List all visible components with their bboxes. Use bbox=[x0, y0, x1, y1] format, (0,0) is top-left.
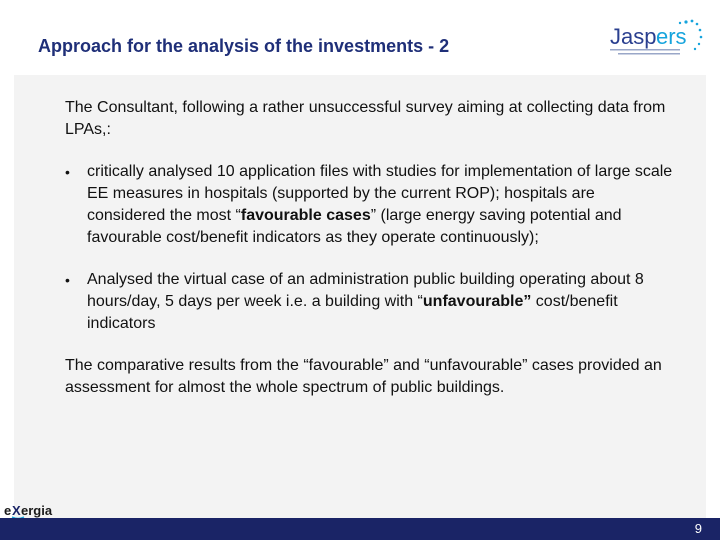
bullet-text: ” (large energy saving potential and favourable cost/benefit indicators as they operate continuously); bbox=[87, 207, 622, 246]
bullet-marker: • bbox=[65, 164, 70, 180]
slide-title: Approach for the analysis of the investments - 2 bbox=[38, 36, 450, 56]
jaspers-logo bbox=[606, 14, 706, 64]
bullet-marker: • bbox=[65, 272, 70, 288]
svg-text:X: X bbox=[12, 503, 21, 518]
svg-text:e: e bbox=[4, 503, 12, 518]
bullet-text: cost/benefit indicators bbox=[87, 293, 618, 332]
slide-body bbox=[65, 97, 675, 399]
svg-text:ers: ers bbox=[656, 24, 687, 49]
bullet-text: Analysed the virtual case of an administration public building operating about 8 hours/day, 5 days per week i.e. a building with “ bbox=[87, 271, 644, 310]
conclusion-paragraph: The comparative results from the “favourable” and “unfavourable” cases provided an assessment for almost the whole spectrum of public buildings. bbox=[65, 357, 662, 396]
exergia-logo bbox=[4, 500, 68, 520]
intro-paragraph: The Consultant, following a rather unsuccessful survey aiming at collecting data from LPAs,: bbox=[65, 99, 666, 138]
bullet-bold-text: favourable cases bbox=[240, 207, 371, 224]
svg-text:ergia: ergia bbox=[21, 503, 53, 518]
page-number: 9 bbox=[694, 521, 702, 536]
footer-bar bbox=[0, 518, 720, 540]
bullet-item-1 bbox=[65, 161, 675, 249]
svg-text:Jasp: Jasp bbox=[610, 24, 657, 49]
bullet-bold-text: unfavourable” bbox=[422, 293, 532, 310]
bullet-item-2 bbox=[65, 269, 675, 335]
bullet-text: critically analysed 10 application files with studies for implementation of large scale EE measures in hospitals (supported by the current ROP); hospitals are considered the most “ bbox=[87, 163, 673, 224]
